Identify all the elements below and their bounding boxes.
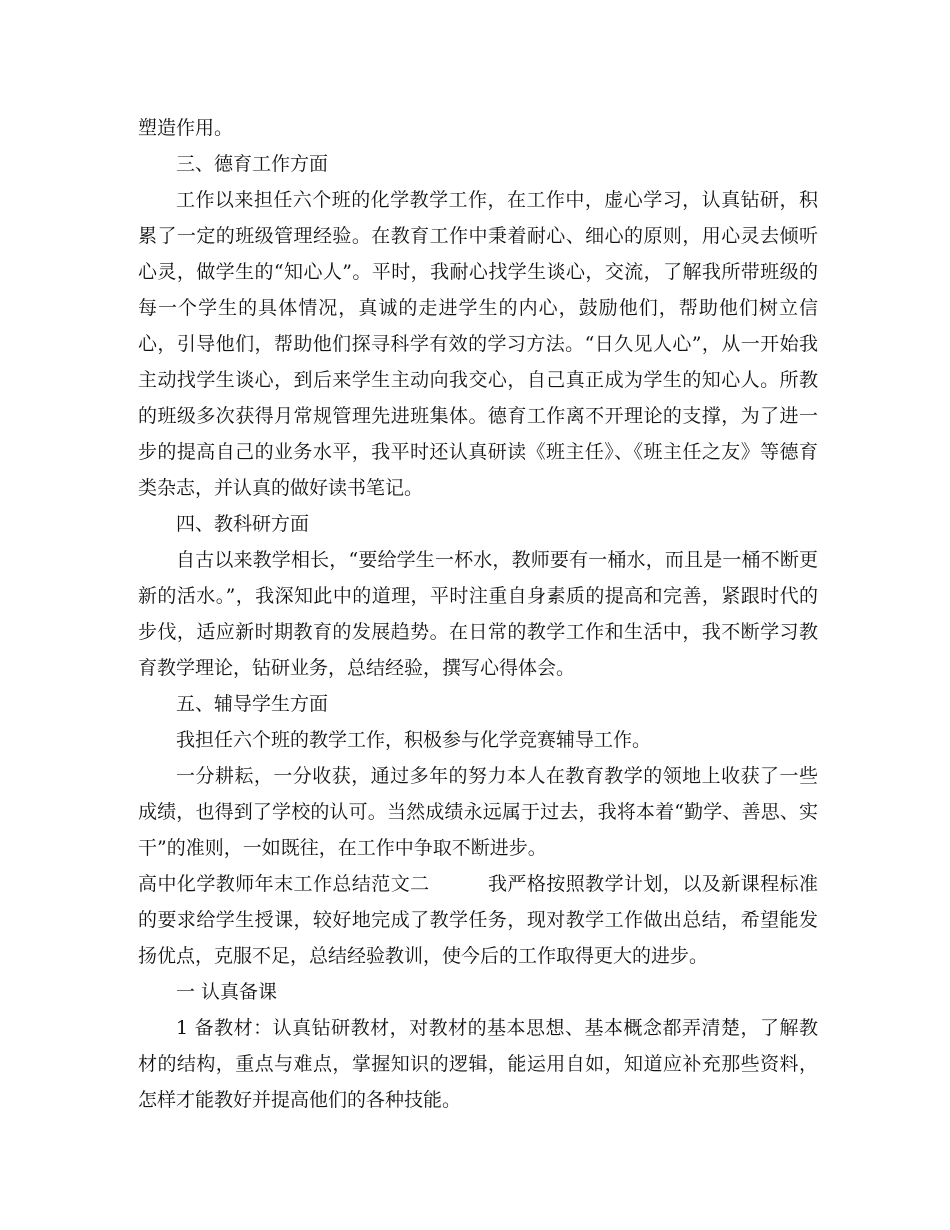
inline-document-title: 高中化学教师年末工作总结范文二 — [138, 873, 430, 895]
section-heading-moral-education: 三、德育工作方面 — [176, 153, 329, 175]
paragraph-lesson-prep: 1 备教材：认真钻研教材，对教材的基本思想、基本概念都弄清楚，了解教材的结构，重点与难点，掌握知识的逻辑，能运用自如，知道应补充那些资料，怎样才能教好并提高他们的各种技能。 — [138, 1017, 818, 1111]
paragraph-moral-education: 工作以来担任六个班的化学教学工作，在工作中，虚心学习，认真钻研，积累了一定的班级管理经验。在教育工作中秉着耐心、细心的原则，用心灵去倾听心灵，做学生的“知心人”。平时，我耐心找学生谈心，交流，了解我所带班级的每一个学生的具体情况，真诚的走进学生的内心，鼓励他们，帮助他们树立信心，引导他们，帮助他们探寻科学有效的学习方法。“日久见人心”，从一开始我主动找学生谈心，到后来学生主动向我交心，自己真正成为学生的知心人。所教的班级多次获得月常规管理先进班集体。德育工作离不开理论的支撑，为了进一步的提高自己的业务水平，我平时还认真研读《班主任》、《班主任之友》等德育类杂志，并认真的做好读书笔记。 — [138, 189, 818, 499]
inline-document-body: 我严格按照教学计划，以及新课程标准的要求给学生授课，较好地完成了教学任务，现对教学工作做出总结，希望能发扬优点，克服不足，总结经验教训，使今后的工作取得更大的进步。 — [138, 873, 818, 967]
section-heading-research: 四、教科研方面 — [176, 513, 310, 535]
document-page — [138, 110, 818, 1118]
paragraph-research: 自古以来教学相长，“要给学生一杯水，教师要有一桶水，而且是一桶不断更新的活水。”，我深知此中的道理，平时注重自身素质的提高和完善，紧跟时代的步伐，适应新时期教育的发展趋势。在日常的教学工作和生活中，我不断学习教育教学理论，钻研业务，总结经验，撰写心得体会。 — [138, 549, 818, 679]
paragraph-continuation: 塑造作用。 — [138, 117, 234, 139]
paragraph-second-sample — [138, 866, 818, 974]
paragraph-tutoring: 我担任六个班的教学工作，积极参与化学竞赛辅导工作。 — [176, 729, 652, 751]
section-heading-tutoring: 五、辅导学生方面 — [176, 693, 329, 715]
inline-gap — [430, 873, 488, 895]
paragraph-conclusion: 一分耕耘，一分收获，通过多年的努力本人在教育教学的领地上收获了一些成绩，也得到了学校的认可。当然成绩永远属于过去，我将本着“勤学、善思、实干”的准则，一如既往，在工作中争取不断进步。 — [138, 765, 818, 859]
section-heading-lesson-prep: 一 认真备课 — [176, 981, 278, 1003]
